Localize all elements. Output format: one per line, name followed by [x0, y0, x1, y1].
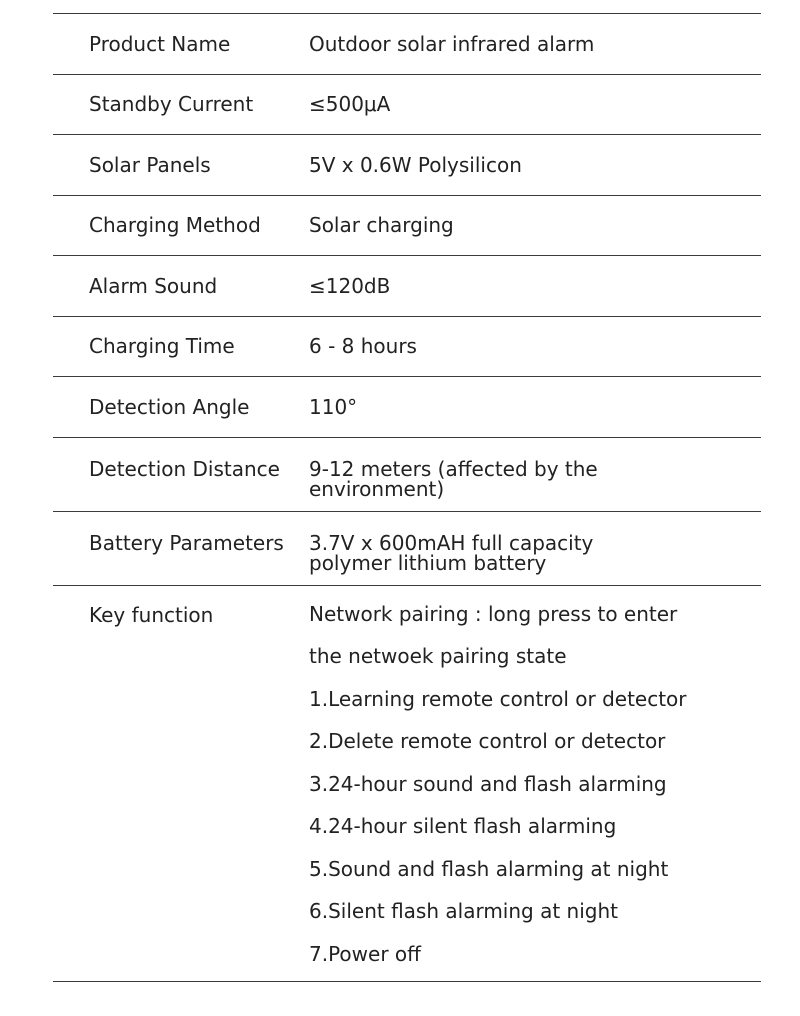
- spec-label: Detection Angle: [89, 394, 250, 419]
- spec-value: Solar charging: [309, 213, 454, 238]
- spec-row-alarm-sound: [53, 256, 761, 317]
- key-function-list: [309, 586, 761, 983]
- spec-row-detection-angle: [53, 377, 761, 438]
- spec-row-charging-method: [53, 196, 761, 257]
- spec-label: Battery Parameters: [89, 530, 284, 555]
- spec-value: 5V x 0.6W Polysilicon: [309, 152, 522, 177]
- spec-row-key-function: [53, 586, 761, 982]
- spec-value: ≤120dB: [309, 273, 391, 298]
- spec-table: [53, 13, 761, 982]
- spec-row-charging-time: [53, 317, 761, 378]
- spec-row-standby-current: [53, 75, 761, 136]
- spec-value: [309, 438, 761, 501]
- spec-value-line: environment): [309, 476, 445, 501]
- spec-value: 6 - 8 hours: [309, 334, 417, 359]
- spec-label: Key function: [89, 602, 214, 627]
- spec-row-product-name: [53, 14, 761, 75]
- spec-value-line: polymer lithium battery: [309, 550, 547, 575]
- spec-value: Outdoor solar infrared alarm: [309, 31, 595, 56]
- spec-value: ≤500μA: [309, 92, 391, 117]
- key-function-line: 6.Silent flash alarming at night: [309, 899, 618, 923]
- key-function-line: 2.Delete remote control or detector: [309, 729, 666, 753]
- key-function-line: 3.24-hour sound and flash alarming: [309, 771, 667, 796]
- spec-row-detection-distance: [53, 438, 761, 512]
- spec-label: Detection Distance: [89, 456, 280, 481]
- key-function-line: the netwoek pairing state: [309, 644, 567, 668]
- spec-value: [309, 512, 761, 575]
- spec-label: Standby Current: [89, 92, 254, 117]
- spec-label: Product Name: [89, 31, 231, 56]
- key-function-line: 5.Sound and flash alarming at night: [309, 856, 669, 881]
- spec-label: Charging Time: [89, 334, 235, 359]
- key-function-line: 7.Power off: [309, 941, 421, 966]
- spec-label: Solar Panels: [89, 152, 211, 177]
- spec-value: 110°: [309, 394, 358, 419]
- spec-value-line: 9-12 meters (affected by the: [309, 456, 598, 481]
- spec-label: Alarm Sound: [89, 273, 218, 298]
- spec-row-battery-parameters: [53, 512, 761, 586]
- key-function-line: Network pairing : long press to enter: [309, 601, 678, 626]
- spec-row-solar-panels: [53, 135, 761, 196]
- key-function-line: 4.24-hour silent flash alarming: [309, 814, 617, 838]
- spec-label: Charging Method: [89, 213, 261, 238]
- spec-value-line: 3.7V x 600mAH full capacity: [309, 530, 594, 555]
- key-function-line: 1.Learning remote control or detector: [309, 686, 687, 711]
